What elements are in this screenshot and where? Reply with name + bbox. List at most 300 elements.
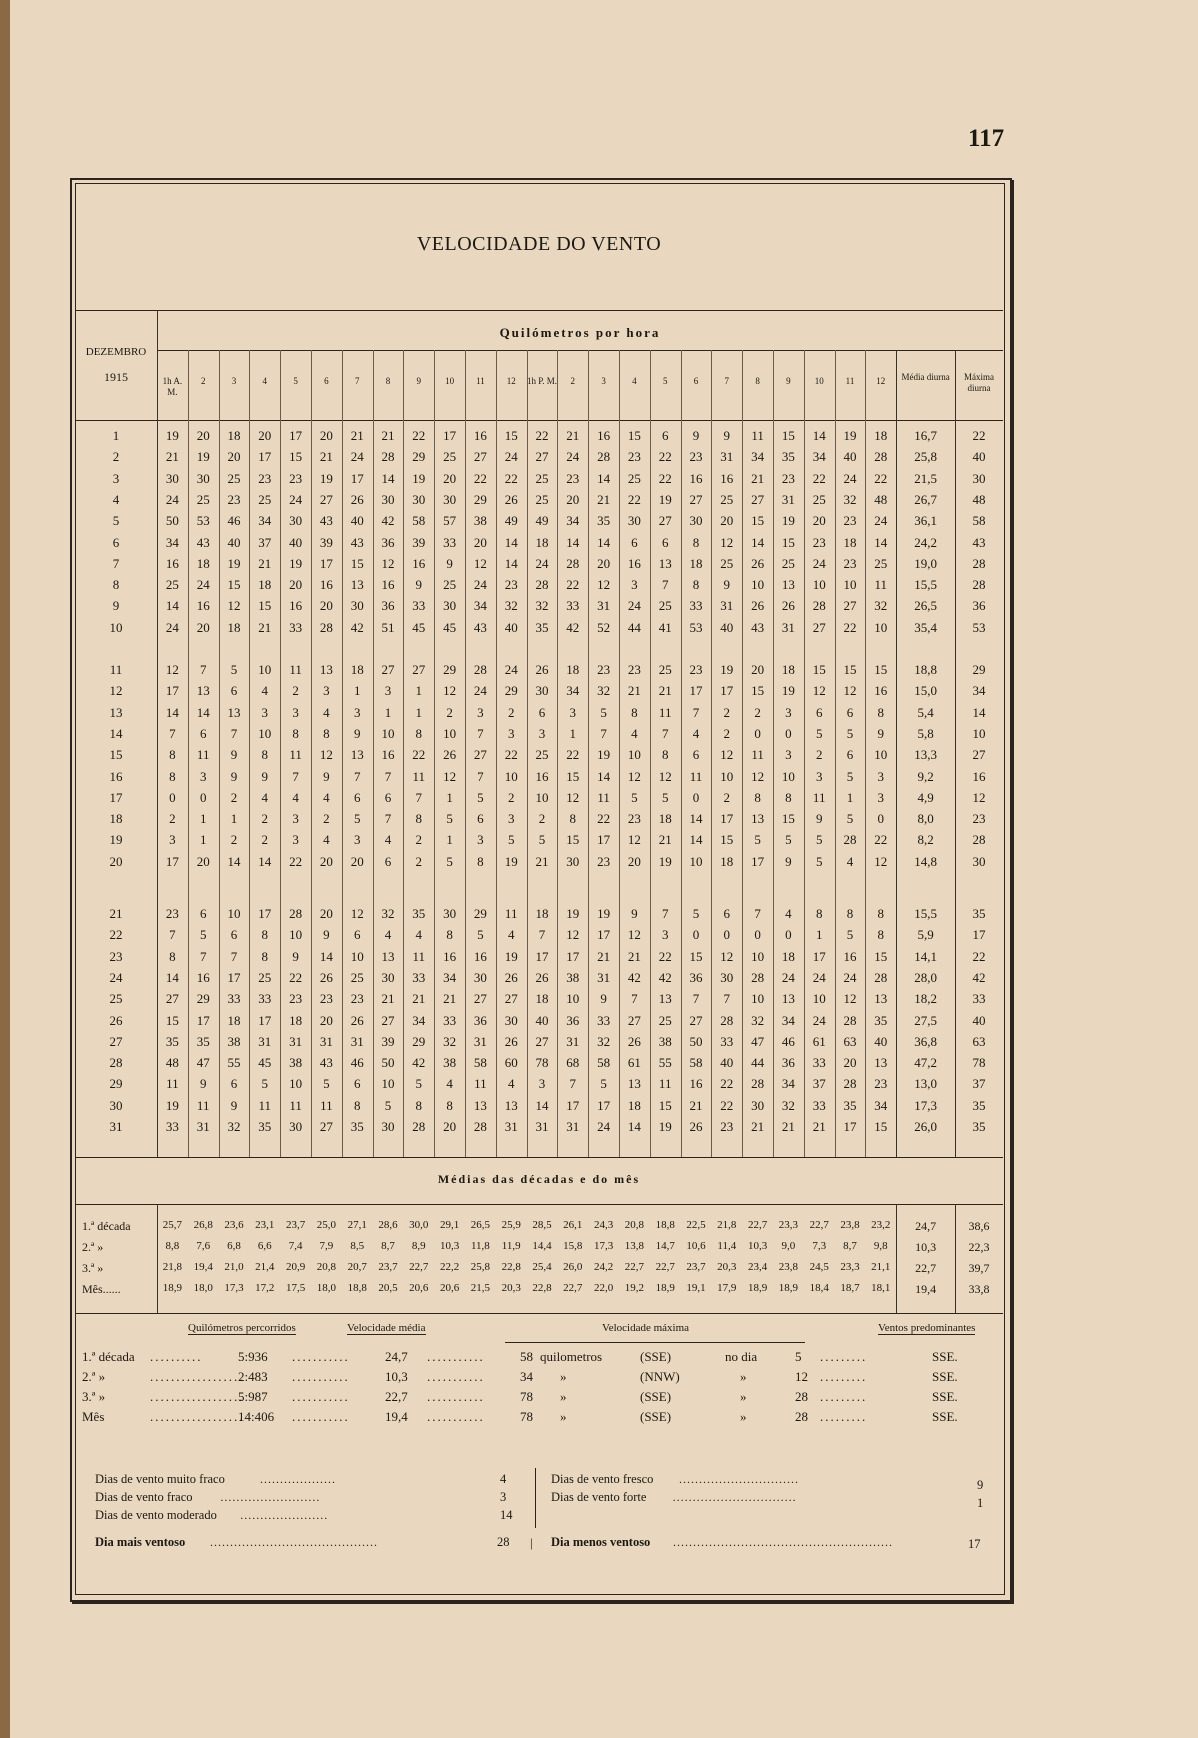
hourly-value: 18 bbox=[689, 555, 703, 571]
hourly-value: 9 bbox=[323, 768, 330, 784]
daily-max: 29 bbox=[972, 662, 986, 677]
medias-value: 23,6 bbox=[224, 1219, 244, 1231]
hourly-value: 19 bbox=[566, 906, 580, 921]
medias-value: 23,2 bbox=[871, 1219, 891, 1231]
hourly-value: 23 bbox=[843, 513, 857, 529]
medias-value: 18,9 bbox=[655, 1282, 675, 1294]
hourly-value: 22 bbox=[874, 832, 888, 848]
hourly-value: 46 bbox=[781, 1033, 795, 1049]
daily-max: 28 bbox=[972, 555, 986, 571]
hourly-value: 5 bbox=[600, 704, 607, 720]
hourly-value: 34 bbox=[812, 449, 826, 465]
hourly-value: 5 bbox=[415, 1076, 423, 1092]
hourly-value: 31 bbox=[535, 1119, 549, 1134]
hourly-value: 17 bbox=[319, 555, 333, 571]
day-number: 13 bbox=[109, 704, 123, 720]
hourly-value: 27 bbox=[689, 491, 703, 507]
hourly-value: 0 bbox=[199, 789, 207, 805]
summary-dir: (SSE) bbox=[640, 1409, 672, 1424]
medias-value: 26,0 bbox=[563, 1261, 583, 1273]
hourly-value: 8 bbox=[261, 927, 269, 943]
hourly-value: 17 bbox=[751, 853, 765, 869]
hourly-value: 5 bbox=[815, 832, 823, 848]
hourly-value: 22 bbox=[504, 470, 518, 486]
hourly-value: 31 bbox=[350, 1033, 364, 1049]
medias-row-label: 2.ª » bbox=[82, 1240, 104, 1254]
hourly-value: 28 bbox=[843, 832, 857, 848]
hourly-value: 15 bbox=[874, 948, 888, 964]
hourly-value: 17 bbox=[535, 948, 549, 964]
hourly-value: 18 bbox=[289, 1012, 303, 1028]
hourly-value: 29 bbox=[412, 1033, 426, 1049]
hourly-value: 8 bbox=[169, 747, 176, 763]
hourly-value: 12 bbox=[319, 747, 333, 763]
summary-leader: .................. bbox=[150, 1409, 245, 1424]
hourly-value: 29 bbox=[504, 683, 518, 699]
hourly-value: 32 bbox=[443, 1033, 457, 1049]
hourly-value: 1 bbox=[415, 704, 423, 720]
hourly-value: 44 bbox=[751, 1055, 765, 1071]
day-number: 22 bbox=[109, 927, 123, 943]
hourly-value: 32 bbox=[381, 906, 395, 921]
hourly-value: 26 bbox=[504, 969, 518, 985]
hourly-value: 8 bbox=[477, 853, 484, 869]
day-number: 24 bbox=[109, 969, 123, 985]
hourly-value: 1 bbox=[569, 725, 577, 741]
medias-value: 11,8 bbox=[470, 1240, 490, 1252]
medias-row-label: 3.ª » bbox=[82, 1261, 104, 1275]
hourly-value: 17 bbox=[720, 811, 734, 827]
hourly-value: 8 bbox=[261, 948, 269, 964]
hourly-value: 34 bbox=[412, 1012, 426, 1028]
hourly-value: 14 bbox=[196, 704, 210, 720]
header-hour: 11 bbox=[476, 376, 485, 386]
hourly-value: 7 bbox=[538, 927, 546, 943]
stats-left-value: 3 bbox=[500, 1490, 507, 1504]
hourly-value: 27 bbox=[319, 491, 333, 507]
day-number: 23 bbox=[109, 948, 123, 964]
hourly-value: 19 bbox=[504, 853, 518, 869]
hourly-value: 5 bbox=[477, 927, 484, 943]
hourly-value: 11 bbox=[412, 948, 426, 964]
summary-dia: 12 bbox=[795, 1369, 808, 1384]
medias-value: 23,7 bbox=[686, 1261, 706, 1273]
hourly-value: 16 bbox=[843, 948, 857, 964]
menos-ventoso-value: 17 bbox=[968, 1537, 981, 1551]
hourly-value: 25 bbox=[535, 491, 549, 507]
hourly-value: 23 bbox=[289, 991, 303, 1007]
daily-max: 53 bbox=[972, 619, 986, 635]
hourly-value: 24 bbox=[165, 491, 179, 507]
hourly-value: 30 bbox=[535, 683, 549, 699]
hourly-value: 3 bbox=[877, 789, 885, 805]
hourly-value: 3 bbox=[507, 725, 515, 741]
daily-max: 35 bbox=[972, 1097, 986, 1113]
hourly-value: 19 bbox=[781, 683, 795, 699]
daily-mean: 27,5 bbox=[914, 1012, 937, 1028]
hourly-value: 4 bbox=[846, 853, 854, 869]
hourly-value: 15 bbox=[258, 598, 272, 614]
hourly-value: 9 bbox=[230, 768, 238, 784]
summary-km: 5:987 bbox=[238, 1389, 268, 1404]
hourly-value: 20 bbox=[196, 619, 210, 635]
medias-value: 18,1 bbox=[871, 1282, 891, 1294]
hourly-value: 26 bbox=[443, 747, 457, 763]
header-hour: 3 bbox=[601, 376, 606, 386]
hourly-value: 21 bbox=[689, 1097, 703, 1113]
hourly-value: 1 bbox=[199, 832, 207, 848]
medias-max: 39,7 bbox=[968, 1261, 990, 1275]
hourly-value: 19 bbox=[165, 428, 179, 443]
hourly-value: 35 bbox=[535, 619, 549, 635]
hourly-value: 42 bbox=[658, 969, 672, 985]
hourly-value: 17 bbox=[258, 1012, 272, 1028]
hourly-value: 34 bbox=[258, 513, 272, 529]
hourly-value: 40 bbox=[504, 619, 518, 635]
hourly-value: 7 bbox=[292, 768, 299, 784]
hourly-value: 6 bbox=[846, 704, 854, 720]
day-number: 29 bbox=[109, 1076, 123, 1092]
hourly-value: 15 bbox=[843, 662, 857, 677]
page-title: VELOCIDADE DO VENTO bbox=[416, 233, 662, 255]
hourly-value: 12 bbox=[627, 927, 641, 943]
hourly-value: 24 bbox=[473, 683, 487, 699]
hourly-value: 10 bbox=[874, 747, 888, 763]
hourly-value: 36 bbox=[381, 534, 395, 550]
hourly-value: 12 bbox=[227, 598, 241, 614]
daily-mean: 15,0 bbox=[914, 683, 937, 699]
hourly-value: 14 bbox=[319, 948, 333, 964]
hourly-value: 9 bbox=[323, 927, 330, 943]
summary-leader: .................. bbox=[150, 1389, 245, 1404]
daily-max: 78 bbox=[972, 1055, 986, 1071]
hourly-value: 7 bbox=[477, 768, 484, 784]
hourly-value: 11 bbox=[289, 662, 302, 677]
summary-unit: quilometros bbox=[540, 1349, 603, 1364]
medias-value: 10,3 bbox=[747, 1240, 768, 1252]
hourly-value: 29 bbox=[443, 662, 457, 677]
hourly-value: 7 bbox=[661, 906, 669, 921]
hourly-value: 22 bbox=[874, 470, 888, 486]
hourly-value: 23 bbox=[627, 811, 641, 827]
hourly-value: 26 bbox=[751, 598, 765, 614]
hourly-value: 2 bbox=[230, 789, 238, 805]
header-hour: 7 bbox=[724, 376, 730, 386]
hourly-value: 13 bbox=[751, 811, 765, 827]
stats-right-value: 9 bbox=[977, 1478, 984, 1492]
medias-value: 24,2 bbox=[593, 1261, 614, 1273]
daily-max: 17 bbox=[972, 927, 986, 943]
hourly-value: 15 bbox=[350, 555, 364, 571]
hourly-value: 43 bbox=[473, 619, 487, 635]
hourly-value: 15 bbox=[874, 1119, 888, 1134]
hourly-value: 26 bbox=[350, 1012, 364, 1028]
hourly-value: 30 bbox=[350, 598, 364, 614]
hourly-value: 33 bbox=[566, 598, 580, 614]
hourly-value: 35 bbox=[350, 1119, 364, 1134]
hourly-value: 2 bbox=[538, 811, 546, 827]
hourly-value: 24 bbox=[504, 662, 518, 677]
hourly-value: 16 bbox=[443, 948, 457, 964]
hourly-value: 22 bbox=[597, 811, 611, 827]
hourly-value: 32 bbox=[597, 1033, 611, 1049]
hourly-value: 24 bbox=[196, 577, 210, 593]
hourly-value: 3 bbox=[569, 704, 577, 720]
hourly-value: 26 bbox=[504, 1033, 518, 1049]
medias-value: 21,5 bbox=[470, 1282, 491, 1294]
hourly-value: 19 bbox=[165, 1097, 179, 1113]
hourly-value: 22 bbox=[627, 491, 641, 507]
medias-value: 7,6 bbox=[196, 1240, 211, 1252]
hourly-value: 21 bbox=[627, 683, 641, 699]
hourly-value: 23 bbox=[689, 662, 703, 677]
medias-value: 22,7 bbox=[563, 1282, 583, 1294]
medias-value: 22,7 bbox=[655, 1261, 675, 1273]
hourly-value: 40 bbox=[720, 1055, 734, 1071]
hourly-value: 3 bbox=[477, 704, 484, 720]
day-number: 3 bbox=[112, 470, 120, 486]
hourly-value: 15 bbox=[658, 1097, 672, 1113]
hourly-value: 0 bbox=[169, 789, 176, 805]
hourly-value: 26 bbox=[504, 491, 518, 507]
daily-max: 43 bbox=[972, 534, 986, 550]
hourly-value: 0 bbox=[754, 927, 761, 943]
hourly-value: 14 bbox=[874, 534, 888, 550]
medias-mean: 22,7 bbox=[915, 1261, 937, 1275]
medias-value: 18,7 bbox=[840, 1282, 860, 1294]
hourly-value: 24 bbox=[350, 449, 364, 465]
hourly-value: 11 bbox=[812, 789, 826, 805]
hourly-value: 18 bbox=[535, 534, 549, 550]
hourly-value: 25 bbox=[812, 491, 826, 507]
hourly-value: 8 bbox=[569, 811, 577, 827]
hourly-value: 60 bbox=[504, 1055, 518, 1071]
hourly-value: 8 bbox=[785, 789, 792, 805]
hourly-value: 28 bbox=[843, 1076, 857, 1092]
hourly-value: 18 bbox=[627, 1097, 641, 1113]
hourly-value: 5 bbox=[661, 789, 669, 805]
hourly-value: 30 bbox=[443, 491, 457, 507]
medias-value: 18,8 bbox=[347, 1282, 367, 1294]
hourly-value: 5 bbox=[353, 811, 361, 827]
hourly-value: 23 bbox=[597, 662, 611, 677]
hourly-value: 8 bbox=[292, 725, 299, 741]
hourly-value: 3 bbox=[785, 747, 792, 763]
daily-mean: 17,3 bbox=[914, 1097, 937, 1113]
hourly-value: 7 bbox=[631, 991, 638, 1007]
hourly-value: 15 bbox=[165, 1012, 179, 1028]
hourly-value: 5 bbox=[785, 832, 792, 848]
hourly-value: 10 bbox=[812, 991, 826, 1007]
hourly-value: 28 bbox=[381, 449, 395, 465]
medias-value: 22,7 bbox=[809, 1219, 829, 1231]
hourly-value: 42 bbox=[412, 1055, 426, 1071]
summary-vel: 24,7 bbox=[385, 1349, 408, 1364]
medias-value: 18,9 bbox=[162, 1282, 183, 1294]
daily-mean: 26,0 bbox=[914, 1119, 937, 1134]
hourly-value: 21 bbox=[781, 1119, 795, 1134]
hourly-value: 15 bbox=[812, 662, 826, 677]
hourly-value: 35 bbox=[843, 1097, 857, 1113]
hourly-value: 21 bbox=[658, 832, 672, 848]
summary-header-ventos: Ventos predominantes bbox=[878, 1322, 976, 1334]
hourly-value: 25 bbox=[720, 491, 734, 507]
hourly-value: 23 bbox=[843, 555, 857, 571]
hourly-value: 32 bbox=[781, 1097, 795, 1113]
hourly-value: 14 bbox=[504, 534, 518, 550]
medias-value: 8,5 bbox=[350, 1240, 365, 1252]
stats-right-label: Dias de vento forte bbox=[551, 1490, 647, 1504]
header-hour: 12 bbox=[876, 376, 886, 386]
stats-divider bbox=[535, 1468, 536, 1528]
hourly-value: 35 bbox=[196, 1033, 210, 1049]
hourly-value: 23 bbox=[874, 1076, 888, 1092]
hourly-value: 12 bbox=[874, 853, 888, 869]
summary-label: 2.ª » bbox=[82, 1369, 106, 1384]
hourly-value: 49 bbox=[535, 513, 549, 529]
hourly-value: 14 bbox=[597, 534, 611, 550]
hourly-value: 14 bbox=[165, 704, 179, 720]
hourly-value: 1 bbox=[384, 704, 392, 720]
medias-value: 20,3 bbox=[717, 1261, 737, 1273]
hourly-value: 22 bbox=[504, 747, 518, 763]
hourly-value: 27 bbox=[473, 991, 487, 1007]
hourly-value: 28 bbox=[720, 1012, 734, 1028]
hourly-value: 30 bbox=[289, 1119, 303, 1134]
hourly-value: 1 bbox=[415, 683, 423, 699]
hourly-value: 11 bbox=[166, 1076, 179, 1092]
hourly-value: 6 bbox=[538, 704, 546, 720]
hourly-value: 20 bbox=[289, 577, 303, 593]
hourly-value: 11 bbox=[658, 1076, 672, 1092]
hourly-value: 4 bbox=[446, 1076, 453, 1092]
hourly-value: 15 bbox=[627, 428, 641, 443]
summary-km: 14:406 bbox=[238, 1409, 275, 1424]
hourly-value: 23 bbox=[165, 906, 179, 921]
hourly-value: 3 bbox=[292, 832, 299, 848]
hourly-value: 45 bbox=[258, 1055, 272, 1071]
hourly-value: 33 bbox=[227, 991, 241, 1007]
hourly-value: 24 bbox=[504, 449, 518, 465]
stats-left-label: Dias de vento muito fraco bbox=[95, 1472, 225, 1486]
hourly-value: 4 bbox=[507, 927, 515, 943]
hourly-value: 42 bbox=[381, 513, 395, 529]
hourly-value: 32 bbox=[874, 598, 888, 614]
hourly-value: 6 bbox=[477, 811, 484, 827]
medias-value: 23,1 bbox=[255, 1219, 275, 1231]
hourly-value: 36 bbox=[381, 598, 395, 614]
hourly-value: 2 bbox=[415, 832, 423, 848]
hourly-value: 14 bbox=[597, 768, 611, 784]
summary-dir: (SSE) bbox=[640, 1349, 672, 1364]
hourly-value: 16 bbox=[196, 598, 210, 614]
medias-value: 6,6 bbox=[257, 1240, 272, 1252]
hourly-value: 6 bbox=[230, 927, 238, 943]
hourly-value: 29 bbox=[473, 491, 487, 507]
day-number: 31 bbox=[109, 1119, 123, 1134]
medias-value: 17,3 bbox=[593, 1240, 614, 1252]
hourly-value: 5 bbox=[477, 789, 484, 805]
hourly-value: 35 bbox=[258, 1119, 272, 1134]
medias-value: 22,2 bbox=[439, 1261, 460, 1273]
hourly-value: 0 bbox=[723, 927, 731, 943]
hourly-value: 11 bbox=[689, 768, 703, 784]
hourly-value: 22 bbox=[412, 747, 426, 763]
hourly-value: 14 bbox=[227, 853, 241, 869]
hourly-value: 21 bbox=[258, 619, 272, 635]
daily-mean: 24,2 bbox=[914, 534, 937, 550]
hourly-value: 9 bbox=[353, 725, 361, 741]
hourly-value: 18 bbox=[843, 534, 857, 550]
medias-row-label: Mês...... bbox=[82, 1282, 121, 1296]
summary-leader: ......... bbox=[820, 1409, 868, 1424]
hourly-value: 20 bbox=[319, 428, 333, 443]
summary-vento: SSE. bbox=[932, 1409, 958, 1424]
hourly-value: 6 bbox=[661, 534, 669, 550]
hourly-value: 7 bbox=[199, 662, 207, 677]
medias-value: 20,7 bbox=[347, 1261, 367, 1273]
hourly-value: 21 bbox=[412, 991, 426, 1007]
daily-mean: 18,2 bbox=[914, 991, 937, 1007]
hourly-value: 0 bbox=[754, 725, 761, 741]
stats-left-value: 4 bbox=[500, 1472, 507, 1486]
hourly-value: 20 bbox=[843, 1055, 857, 1071]
hourly-value: 45 bbox=[412, 619, 426, 635]
daily-mean: 19,0 bbox=[914, 555, 937, 571]
hourly-value: 7 bbox=[692, 991, 700, 1007]
summary-dia-label: » bbox=[740, 1369, 747, 1384]
hourly-value: 30 bbox=[381, 1119, 395, 1134]
hourly-value: 38 bbox=[566, 969, 580, 985]
medias-value: 11,4 bbox=[717, 1240, 737, 1252]
hourly-value: 14 bbox=[381, 470, 395, 486]
header-hour: 6 bbox=[693, 376, 699, 386]
hourly-value: 20 bbox=[566, 491, 580, 507]
hourly-value: 21 bbox=[597, 948, 611, 964]
hourly-value: 27 bbox=[381, 662, 395, 677]
hourly-value: 31 bbox=[473, 1033, 487, 1049]
hourly-value: 17 bbox=[227, 969, 241, 985]
hourly-value: 78 bbox=[535, 1055, 549, 1071]
hourly-value: 10 bbox=[751, 948, 765, 964]
hourly-value: 3 bbox=[353, 704, 361, 720]
hourly-value: 15 bbox=[781, 428, 795, 443]
hourly-value: 24 bbox=[781, 969, 795, 985]
hourly-value: 27 bbox=[689, 1012, 703, 1028]
hourly-value: 49 bbox=[504, 513, 518, 529]
hourly-value: 58 bbox=[689, 1055, 703, 1071]
hourly-value: 16 bbox=[473, 948, 487, 964]
hourly-value: 19 bbox=[597, 747, 611, 763]
hourly-value: 7 bbox=[169, 725, 176, 741]
hourly-value: 31 bbox=[196, 1119, 210, 1134]
hourly-value: 8 bbox=[446, 927, 453, 943]
hourly-value: 3 bbox=[384, 683, 392, 699]
hourly-value: 17 bbox=[843, 1119, 857, 1134]
hourly-value: 13 bbox=[381, 948, 395, 964]
summary-leader: .......... bbox=[150, 1349, 203, 1364]
summary-unit: » bbox=[560, 1369, 567, 1384]
hourly-value: 33 bbox=[812, 1097, 826, 1113]
hourly-value: 27 bbox=[627, 1012, 641, 1028]
hourly-value: 31 bbox=[781, 619, 795, 635]
hourly-value: 18 bbox=[350, 662, 364, 677]
summary-vmax: 58 bbox=[520, 1349, 533, 1364]
hourly-value: 8 bbox=[415, 1097, 423, 1113]
day-number: 6 bbox=[112, 534, 120, 550]
hourly-value: 3 bbox=[353, 832, 361, 848]
hourly-value: 6 bbox=[631, 534, 638, 550]
